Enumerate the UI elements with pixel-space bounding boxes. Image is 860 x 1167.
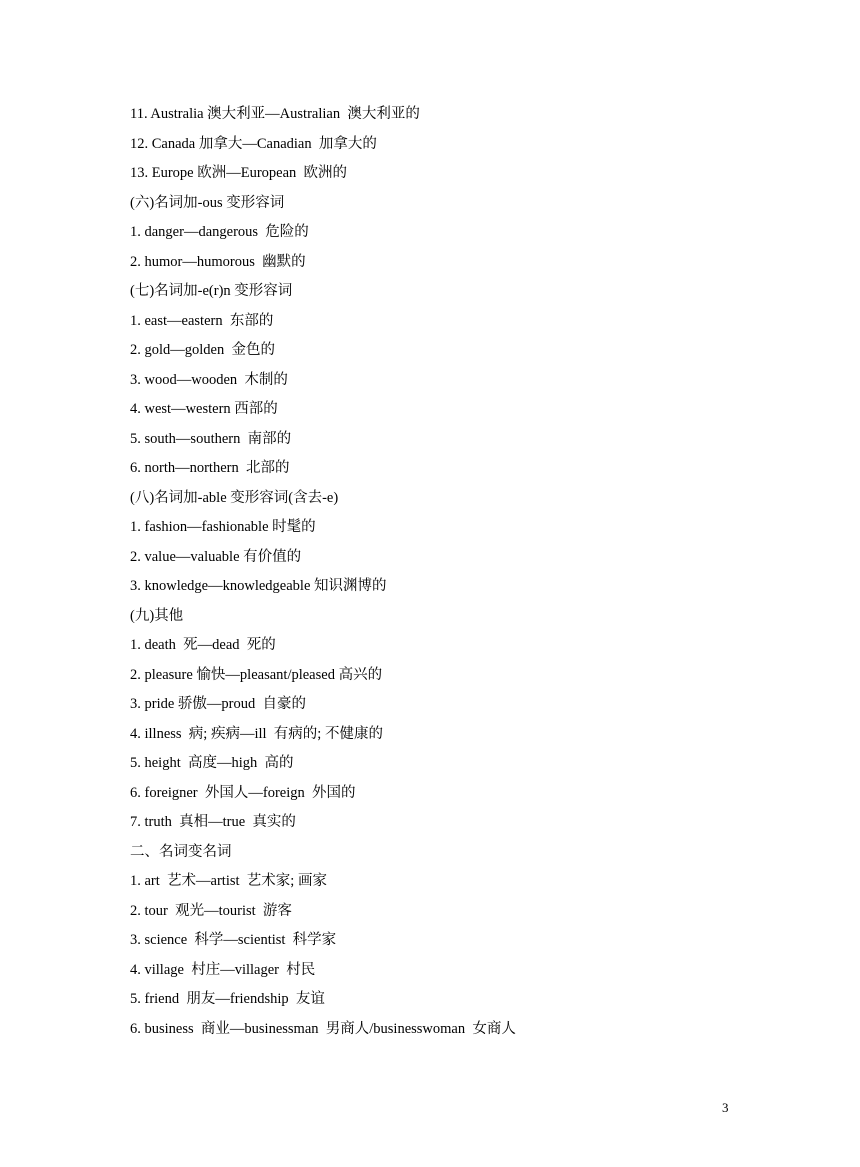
text-line: 2. value—valuable 有价值的 (130, 548, 302, 565)
section-heading: (八)名词加-able 变形容词(含去-e) (130, 489, 339, 506)
page-number: 3 (722, 1100, 729, 1115)
section-heading: (七)名词加-e(r)n 变形容词 (130, 283, 293, 299)
text-line: 2. gold—golden 金色的 (130, 342, 275, 358)
text-line: 1. danger—dangerous 危险的 (130, 224, 309, 240)
text-line: 3. knowledge—knowledgeable 知识渊博的 (130, 578, 387, 594)
text-line: 6. business 商业—businessman 男商人/businesswoman 女商人 (130, 1020, 516, 1037)
text-line: 12. Canada 加拿大—Canadian 加拿大的 (130, 135, 377, 152)
text-line: 2. tour 观光—tourist 游客 (130, 902, 292, 919)
text-line: 4. village 村庄—villager 村民 (130, 961, 316, 978)
section-heading: 二、名词变名词 (130, 843, 232, 860)
text-line: 1. art 艺术—artist 艺术家; 画家 (130, 873, 327, 889)
text-line: 6. north—northern 北部的 (130, 460, 290, 476)
text-line: 3. wood—wooden 木制的 (130, 371, 288, 388)
text-line: 5. friend 朋友—friendship 友谊 (130, 991, 325, 1007)
text-line: 4. illness 病; 疾病—ill 有病的; 不健康的 (130, 725, 383, 742)
text-line: 1. death 死—dead 死的 (130, 637, 276, 653)
section-heading: (六)名词加-ous 变形容词 (130, 194, 285, 211)
text-line: 1. east—eastern 东部的 (130, 312, 274, 329)
text-line: 13. Europe 欧洲—European 欧洲的 (130, 165, 348, 181)
text-line: 1. fashion—fashionable 时髦的 (130, 519, 316, 535)
document-body (130, 103, 770, 1047)
text-line: 4. west—western 西部的 (130, 401, 278, 417)
text-line: 6. foreigner 外国人—foreign 外国的 (130, 784, 356, 801)
text-line: 2. pleasure 愉快—pleasant/pleased 高兴的 (130, 666, 383, 683)
text-line: 3. pride 骄傲—proud 自豪的 (130, 696, 306, 712)
text-line: 11. Australia 澳大利亚—Australian 澳大利亚的 (130, 106, 420, 122)
text-line: 7. truth 真相—true 真实的 (130, 814, 296, 830)
section-heading: (九)其他 (130, 607, 184, 624)
text-line: 2. humor—humorous 幽默的 (130, 253, 306, 270)
text-line: 3. science 科学—scientist 科学家 (130, 932, 337, 948)
text-line: 5. height 高度—high 高的 (130, 755, 294, 771)
text-line: 5. south—southern 南部的 (130, 430, 292, 447)
